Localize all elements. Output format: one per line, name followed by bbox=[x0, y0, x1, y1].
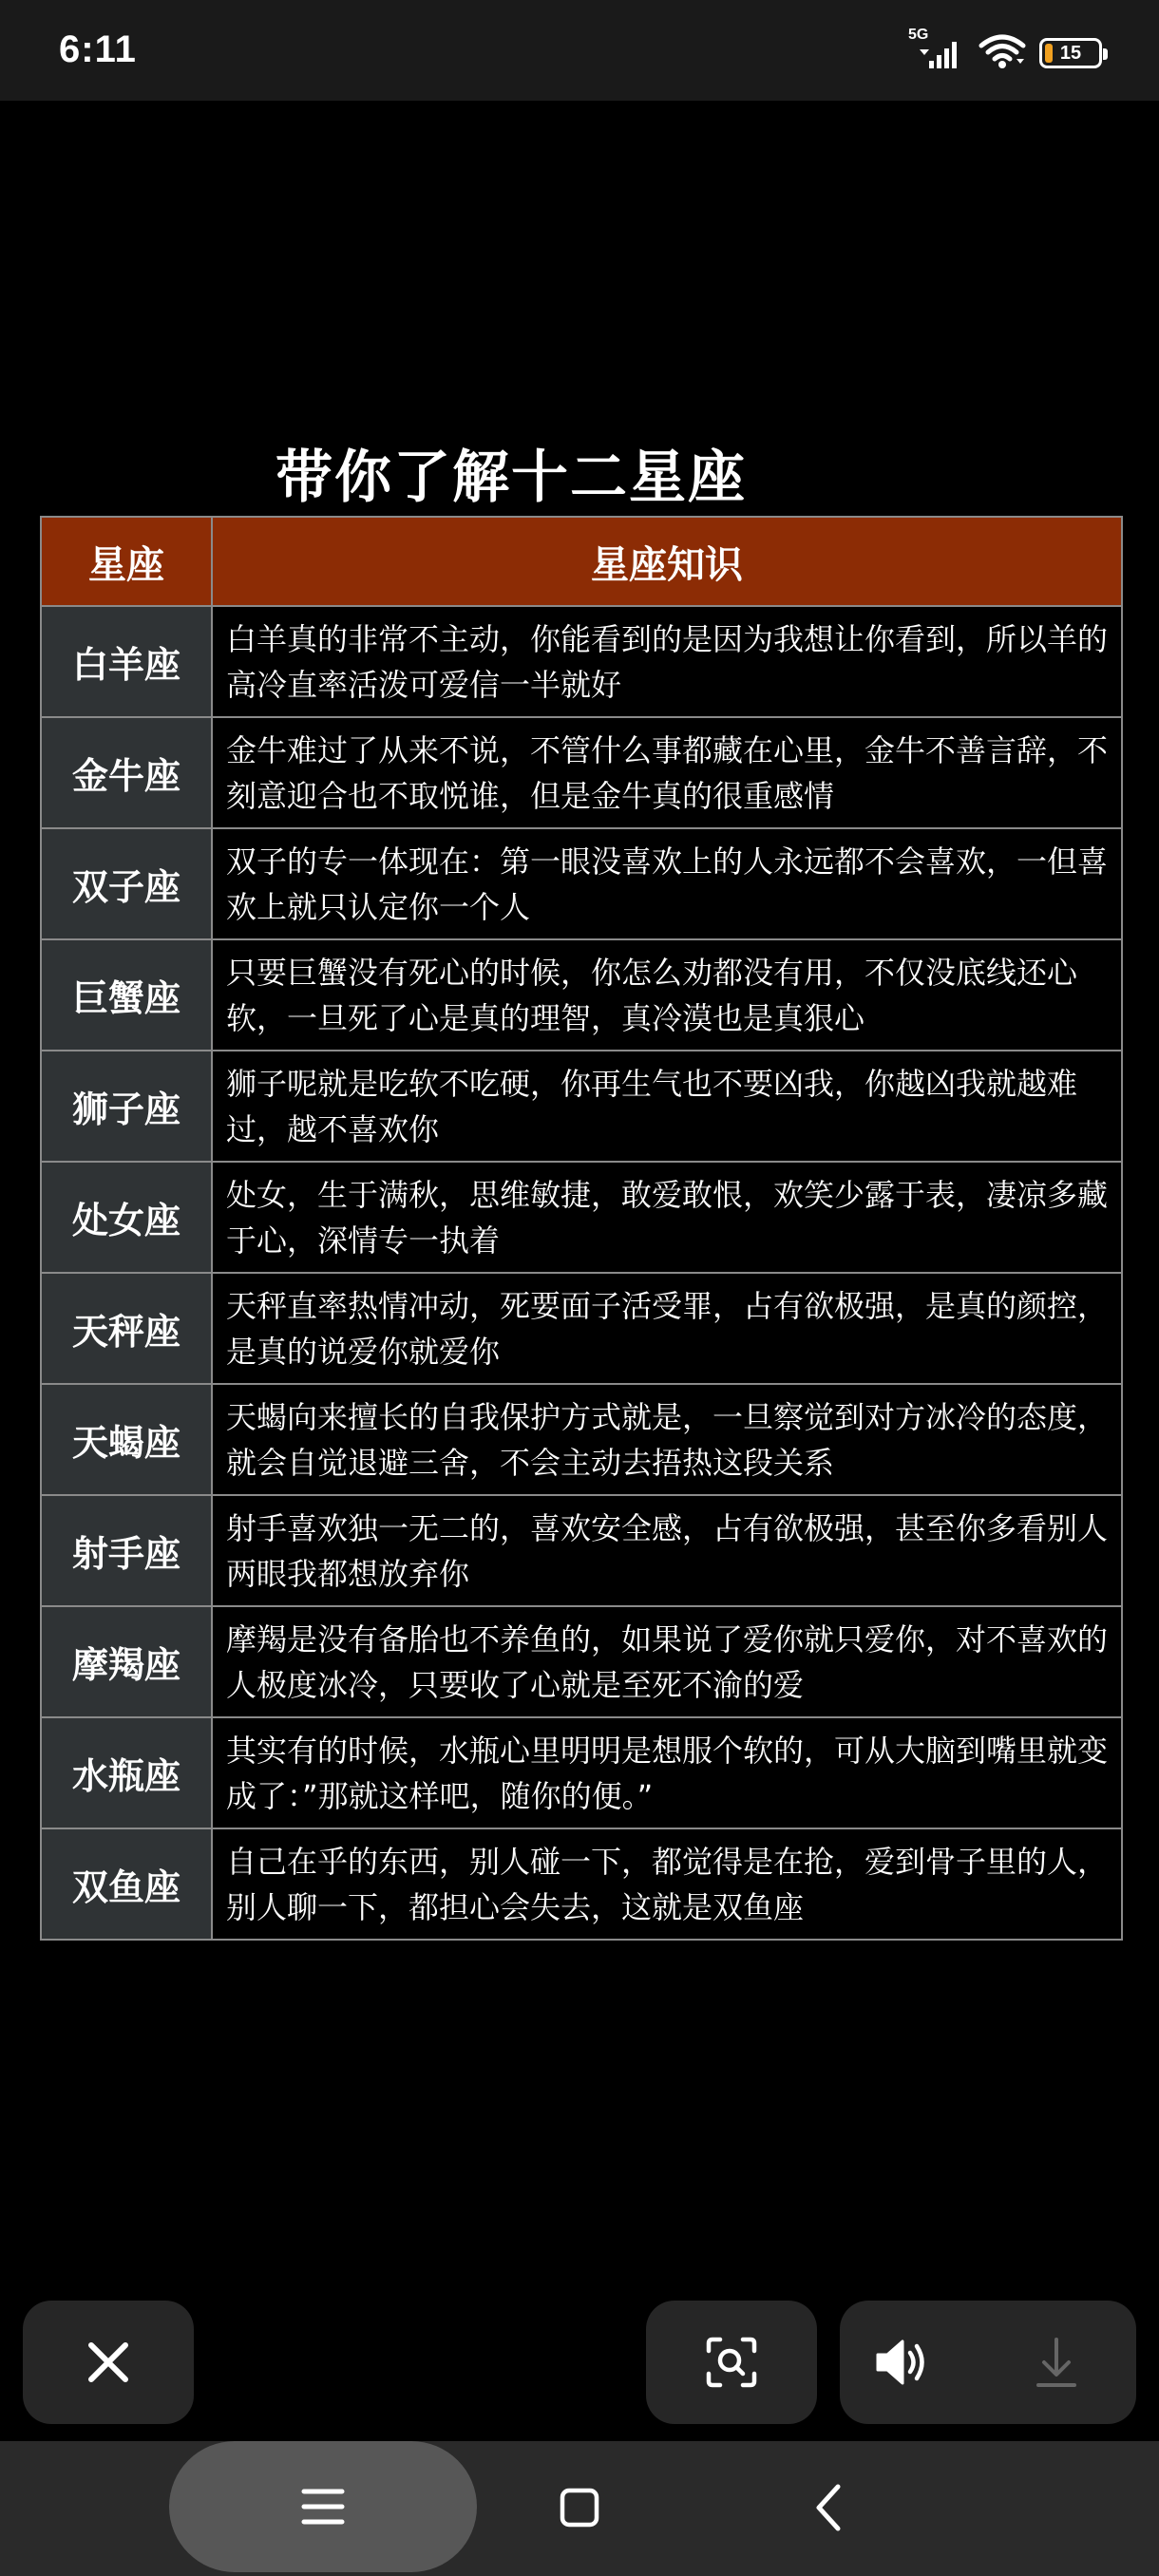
table-row bbox=[41, 1606, 1122, 1717]
sign-description: 白羊真的非常不主动，你能看到的是因为我想让你看到，所以羊的高冷直率活泼可爱信一半就好 bbox=[212, 606, 1122, 717]
wifi-icon bbox=[978, 32, 1026, 74]
battery-icon bbox=[1039, 38, 1102, 68]
table-row bbox=[41, 606, 1122, 717]
table-header-row bbox=[41, 517, 1122, 606]
scan-search-icon bbox=[705, 2336, 758, 2389]
menu-icon bbox=[301, 2487, 345, 2527]
sign-name: 射手座 bbox=[41, 1495, 212, 1606]
sign-name: 狮子座 bbox=[41, 1051, 212, 1162]
sign-description: 射手喜欢独一无二的，喜欢安全感，占有欲极强，甚至你多看别人两眼我都想放弃你 bbox=[212, 1495, 1122, 1606]
image-title: 带你了解十二星座 bbox=[276, 445, 747, 511]
download-icon bbox=[1033, 2336, 1080, 2389]
table-row bbox=[41, 939, 1122, 1051]
sign-name: 双子座 bbox=[41, 828, 212, 939]
sign-name: 水瓶座 bbox=[41, 1717, 212, 1828]
volume-icon bbox=[874, 2338, 931, 2387]
back-button[interactable] bbox=[790, 2470, 866, 2546]
status-icons bbox=[908, 27, 1102, 74]
media-controls bbox=[840, 2301, 1136, 2424]
lens-search-button[interactable] bbox=[646, 2301, 817, 2424]
zodiac-table bbox=[40, 516, 1123, 1941]
table-header-knowledge: 星座知识 bbox=[212, 517, 1122, 606]
sign-name: 金牛座 bbox=[41, 717, 212, 828]
sign-description: 其实有的时候，水瓶心里明明是想服个软的，可从大脑到嘴里就变成了：”那就这样吧，随你的便。” bbox=[212, 1717, 1122, 1828]
sign-description: 狮子呢就是吃软不吃硬，你再生气也不要凶我，你越凶我就越难过，越不喜欢你 bbox=[212, 1051, 1122, 1162]
sign-name: 天秤座 bbox=[41, 1273, 212, 1384]
sign-name: 巨蟹座 bbox=[41, 939, 212, 1051]
table-row bbox=[41, 1384, 1122, 1495]
table-row bbox=[41, 1273, 1122, 1384]
network-type: 5G bbox=[908, 27, 929, 43]
sign-description: 天蝎向来擅长的自我保护方式就是，一旦察觉到对方冰冷的态度，就会自觉退避三舍，不会主动去捂热这段关系 bbox=[212, 1384, 1122, 1495]
table-row bbox=[41, 717, 1122, 828]
table-row bbox=[41, 1495, 1122, 1606]
table-header-sign: 星座 bbox=[41, 517, 212, 606]
square-home-icon bbox=[559, 2487, 600, 2529]
sign-name: 双鱼座 bbox=[41, 1828, 212, 1940]
sign-description: 天秤直率热情冲动，死要面子活受罪，占有欲极强，是真的颜控，是真的说爱你就爱你 bbox=[212, 1273, 1122, 1384]
table-row bbox=[41, 1162, 1122, 1273]
sign-description: 摩羯是没有备胎也不养鱼的，如果说了爱你就只爱你，对不喜欢的人极度冰冷，只要收了心就是至死不渝的爱 bbox=[212, 1606, 1122, 1717]
signal-icon bbox=[908, 27, 965, 74]
download-button[interactable] bbox=[1026, 2332, 1087, 2393]
table-row bbox=[41, 828, 1122, 939]
sign-description: 处女，生于满秋，思维敏捷，敢爱敢恨，欢笑少露于表，凄凉多藏于心，深情专一执着 bbox=[212, 1162, 1122, 1273]
sign-description: 金牛难过了从来不说，不管什么事都藏在心里，金牛不善言辞，不刻意迎合也不取悦谁，但是金牛真的很重感情 bbox=[212, 717, 1122, 828]
sign-name: 摩羯座 bbox=[41, 1606, 212, 1717]
sign-name: 处女座 bbox=[41, 1162, 212, 1273]
sign-name: 天蝎座 bbox=[41, 1384, 212, 1495]
sign-description: 双子的专一体现在：第一眼没喜欢上的人永远都不会喜欢，一但喜欢上就只认定你一个人 bbox=[212, 828, 1122, 939]
sign-description: 只要巨蟹没有死心的时候，你怎么劝都没有用，不仅没底线还心软，一旦死了心是真的理智，真冷漠也是真狠心 bbox=[212, 939, 1122, 1051]
battery-level: 15 bbox=[1059, 42, 1082, 64]
sign-name: 白羊座 bbox=[41, 606, 212, 717]
home-button[interactable] bbox=[542, 2470, 618, 2546]
close-button[interactable] bbox=[23, 2301, 194, 2424]
recents-button[interactable] bbox=[169, 2441, 477, 2572]
status-bar bbox=[0, 0, 1159, 101]
battery-fill bbox=[1045, 44, 1053, 63]
volume-button[interactable] bbox=[872, 2332, 933, 2393]
table-row bbox=[41, 1717, 1122, 1828]
sign-description: 自己在乎的东西，别人碰一下，都觉得是在抢，爱到骨子里的人，别人聊一下，都担心会失去，这就是双鱼座 bbox=[212, 1828, 1122, 1940]
close-icon bbox=[86, 2339, 131, 2385]
table-row bbox=[41, 1051, 1122, 1162]
status-time: 6:11 bbox=[59, 28, 137, 70]
table-row bbox=[41, 1828, 1122, 1940]
back-chevron-icon bbox=[809, 2483, 847, 2532]
